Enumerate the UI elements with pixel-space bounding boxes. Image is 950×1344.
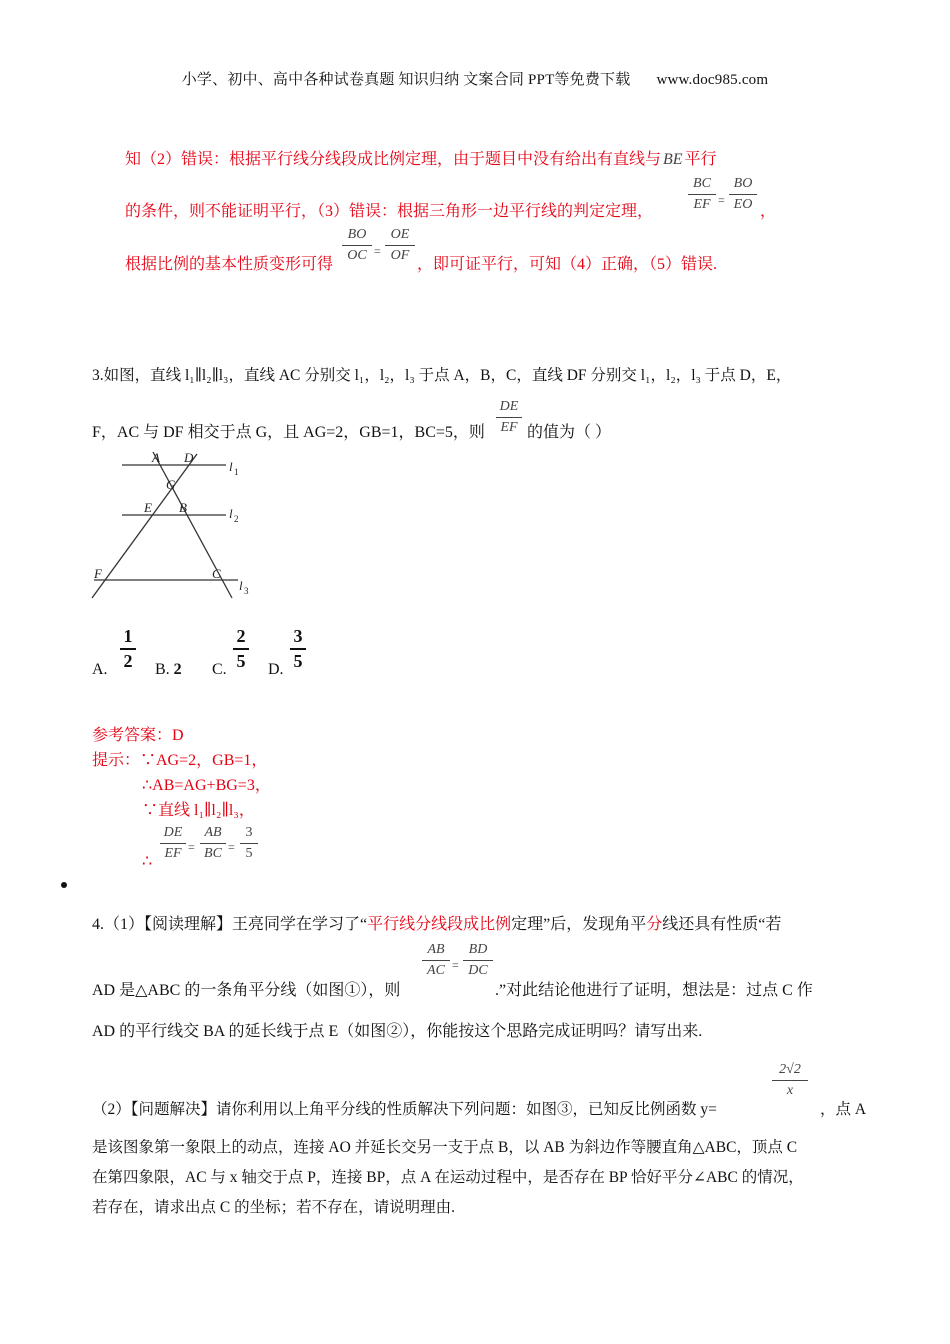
line-df [92, 454, 197, 598]
option-a-frac [120, 626, 136, 672]
frac-den: AC [427, 963, 445, 978]
frac-num: OE [390, 227, 410, 242]
q3-line2a: F，AC 与 DF 相交于点 G，且 AG=2，GB=1，BC=5，则 [92, 424, 485, 441]
prev-answer-line3: 根据比例的基本性质变形可得 [125, 256, 334, 273]
prev-answer-line2: 的条件，则不能证明平行，（3）错误：根据三角形一边平行线的判定定理， [125, 203, 654, 220]
q3-answer: 参考答案：D [92, 727, 184, 744]
frac-num: BC [693, 176, 711, 191]
prev-line1-text: 知（2）错误：根据平行线分线段成比例定理，由于题目中没有给出有直线与 [125, 151, 662, 168]
q4-p1-line1 [92, 915, 781, 935]
frac-den: BC [204, 846, 222, 861]
bullet-dot [61, 882, 67, 888]
equals-sign: = [374, 244, 381, 258]
q4-p2-line1b: ，点 A [820, 1101, 867, 1118]
header-text: 小学、初中、高中各种试卷真题 知识归纳 文案合同 PPT等免费下载 [181, 72, 631, 88]
frac-den: EO [733, 197, 753, 212]
option-a-label: A. [92, 661, 108, 678]
label-l3: l [239, 578, 243, 593]
frac-den: 5 [293, 651, 303, 671]
frac-oe-of [385, 226, 415, 265]
q4-red-text: 平行线分线段成比例 [367, 916, 512, 933]
frac-bc-ef [688, 175, 716, 214]
prev-be: BE [663, 151, 683, 168]
option-c-label: C. [212, 661, 227, 678]
q4-p2-line4: 若存在，请求出点 C 的坐标；若不存在，请说明理由. [92, 1199, 455, 1216]
label-l1: l [229, 459, 233, 474]
label-l3-sub: 3 [244, 586, 249, 596]
q3-line1: 3.如图，直线 l₁∥l₂∥l₃，直线 AC 分别交 l₁，l₂，l₃ 于点 A，B，C，直线 DF 分别交 l₁，l₂，l₃ 于点 D，E， [92, 367, 792, 384]
label-g: G [166, 477, 176, 492]
prev-answer-line1 [125, 150, 717, 170]
prev-line1-end: 平行 [684, 151, 717, 168]
frac-bo-oc [342, 226, 372, 265]
hint-frac-3-5 [240, 824, 258, 863]
frac-num: 1 [123, 626, 133, 646]
frac-num: AB [427, 942, 445, 957]
option-b [155, 660, 182, 680]
q3-hint3: ∵直线 l₁∥l₂∥l₃， [142, 802, 255, 819]
frac-num: BO [733, 176, 753, 191]
label-f: F [94, 566, 102, 581]
label-c: C [212, 566, 221, 581]
q4-frac-ab-ac [422, 941, 450, 980]
q4-red-text: 分 [646, 916, 663, 933]
label-e: E [144, 500, 152, 515]
frac-den: EF [164, 846, 182, 861]
q4-p1-line3: AD 的平行线交 BA 的延长线于点 E（如图②），你能按这个思路完成证明吗？请写出来. [92, 1023, 703, 1040]
q4-func-frac [772, 1061, 808, 1100]
frac-den: OF [390, 248, 410, 263]
q4-text: 定理”后，发现角平 [511, 916, 647, 933]
frac-num: DE [499, 399, 519, 414]
option-b-value: 2 [173, 661, 182, 678]
frac-den: 5 [245, 846, 253, 861]
q4-p1-line2b: .”对此结论他进行了证明，想法是：过点 C 作 [495, 982, 813, 999]
frac-den: OC [347, 248, 367, 263]
q3-figure [86, 446, 261, 608]
frac-den: EF [500, 420, 518, 435]
frac-bo-eo [729, 175, 757, 214]
q3-hint1: 提示：∵AG=2，GB=1， [92, 752, 268, 769]
frac-num: BD [468, 942, 488, 957]
frac-num: AB [204, 825, 222, 840]
equals-sign: = [718, 193, 725, 207]
q4-p1-line2a: AD 是△ABC 的一条角平分线（如图①），则 [92, 982, 401, 999]
q3-hint2: ∴AB=AG+BG=3， [142, 777, 271, 794]
label-l2: l [229, 506, 233, 521]
q4-frac-bd-dc [463, 941, 493, 980]
option-d-label: D. [268, 661, 284, 678]
prev-answer-line3-end: ，即可证平行，可知（4）正确，（5）错误. [417, 256, 718, 273]
q4-text: 4.（1）【阅读理解】王亮同学在学习了“ [92, 916, 368, 933]
hint-frac-ab-bc [200, 824, 226, 863]
frac-den: EF [693, 197, 711, 212]
option-c-frac [233, 626, 249, 672]
label-d: D [184, 450, 194, 465]
frac-den: x [786, 1083, 794, 1098]
q4-text: 线还具有性质“若 [662, 916, 782, 933]
page-header [0, 68, 950, 89]
label-l2-sub: 2 [234, 514, 239, 524]
frac-num: 2 [236, 626, 246, 646]
frac-den: DC [468, 963, 488, 978]
hint-frac-de-ef [160, 824, 186, 863]
q4-p2-line2: 是该图象第一象限上的动点，连接 AO 并延长交另一支于点 B，以 AB 为斜边作等腰直角△ABC，顶点 C [92, 1139, 798, 1156]
label-l1-sub: 1 [234, 467, 239, 477]
prev-comma: ， [760, 203, 777, 220]
q4-p2-line1a: （2）【问题解决】请你利用以上角平分线的性质解决下列问题：如图③，已知反比例函数 y= [92, 1101, 717, 1118]
label-b: B [179, 500, 187, 515]
frac-num: 3 [245, 825, 253, 840]
equals-sign: = [452, 958, 459, 972]
equals-sign: = [188, 840, 195, 854]
frac-num: BO [347, 227, 367, 242]
frac-den: 5 [236, 651, 246, 671]
q3-line2b: 的值为（ ） [527, 424, 612, 441]
frac-num: DE [163, 825, 183, 840]
equals-sign: = [228, 840, 235, 854]
header-site: www.doc985.com [656, 72, 769, 88]
frac-den: 2 [123, 651, 133, 671]
q3-frac-de-ef [496, 398, 522, 437]
option-b-label: B. [155, 661, 170, 678]
option-d-frac [290, 626, 306, 672]
frac-num: 3 [293, 626, 303, 646]
q3-therefore: ∴ [142, 853, 153, 870]
label-a: A [152, 450, 160, 465]
q4-p2-line3: 在第四象限，AC 与 x 轴交于点 P，连接 BP，点 A 在运动过程中，是否存在 BP 恰好平分∠ABC 的情况， [92, 1169, 804, 1186]
frac-num: 2√2 [779, 1062, 801, 1077]
